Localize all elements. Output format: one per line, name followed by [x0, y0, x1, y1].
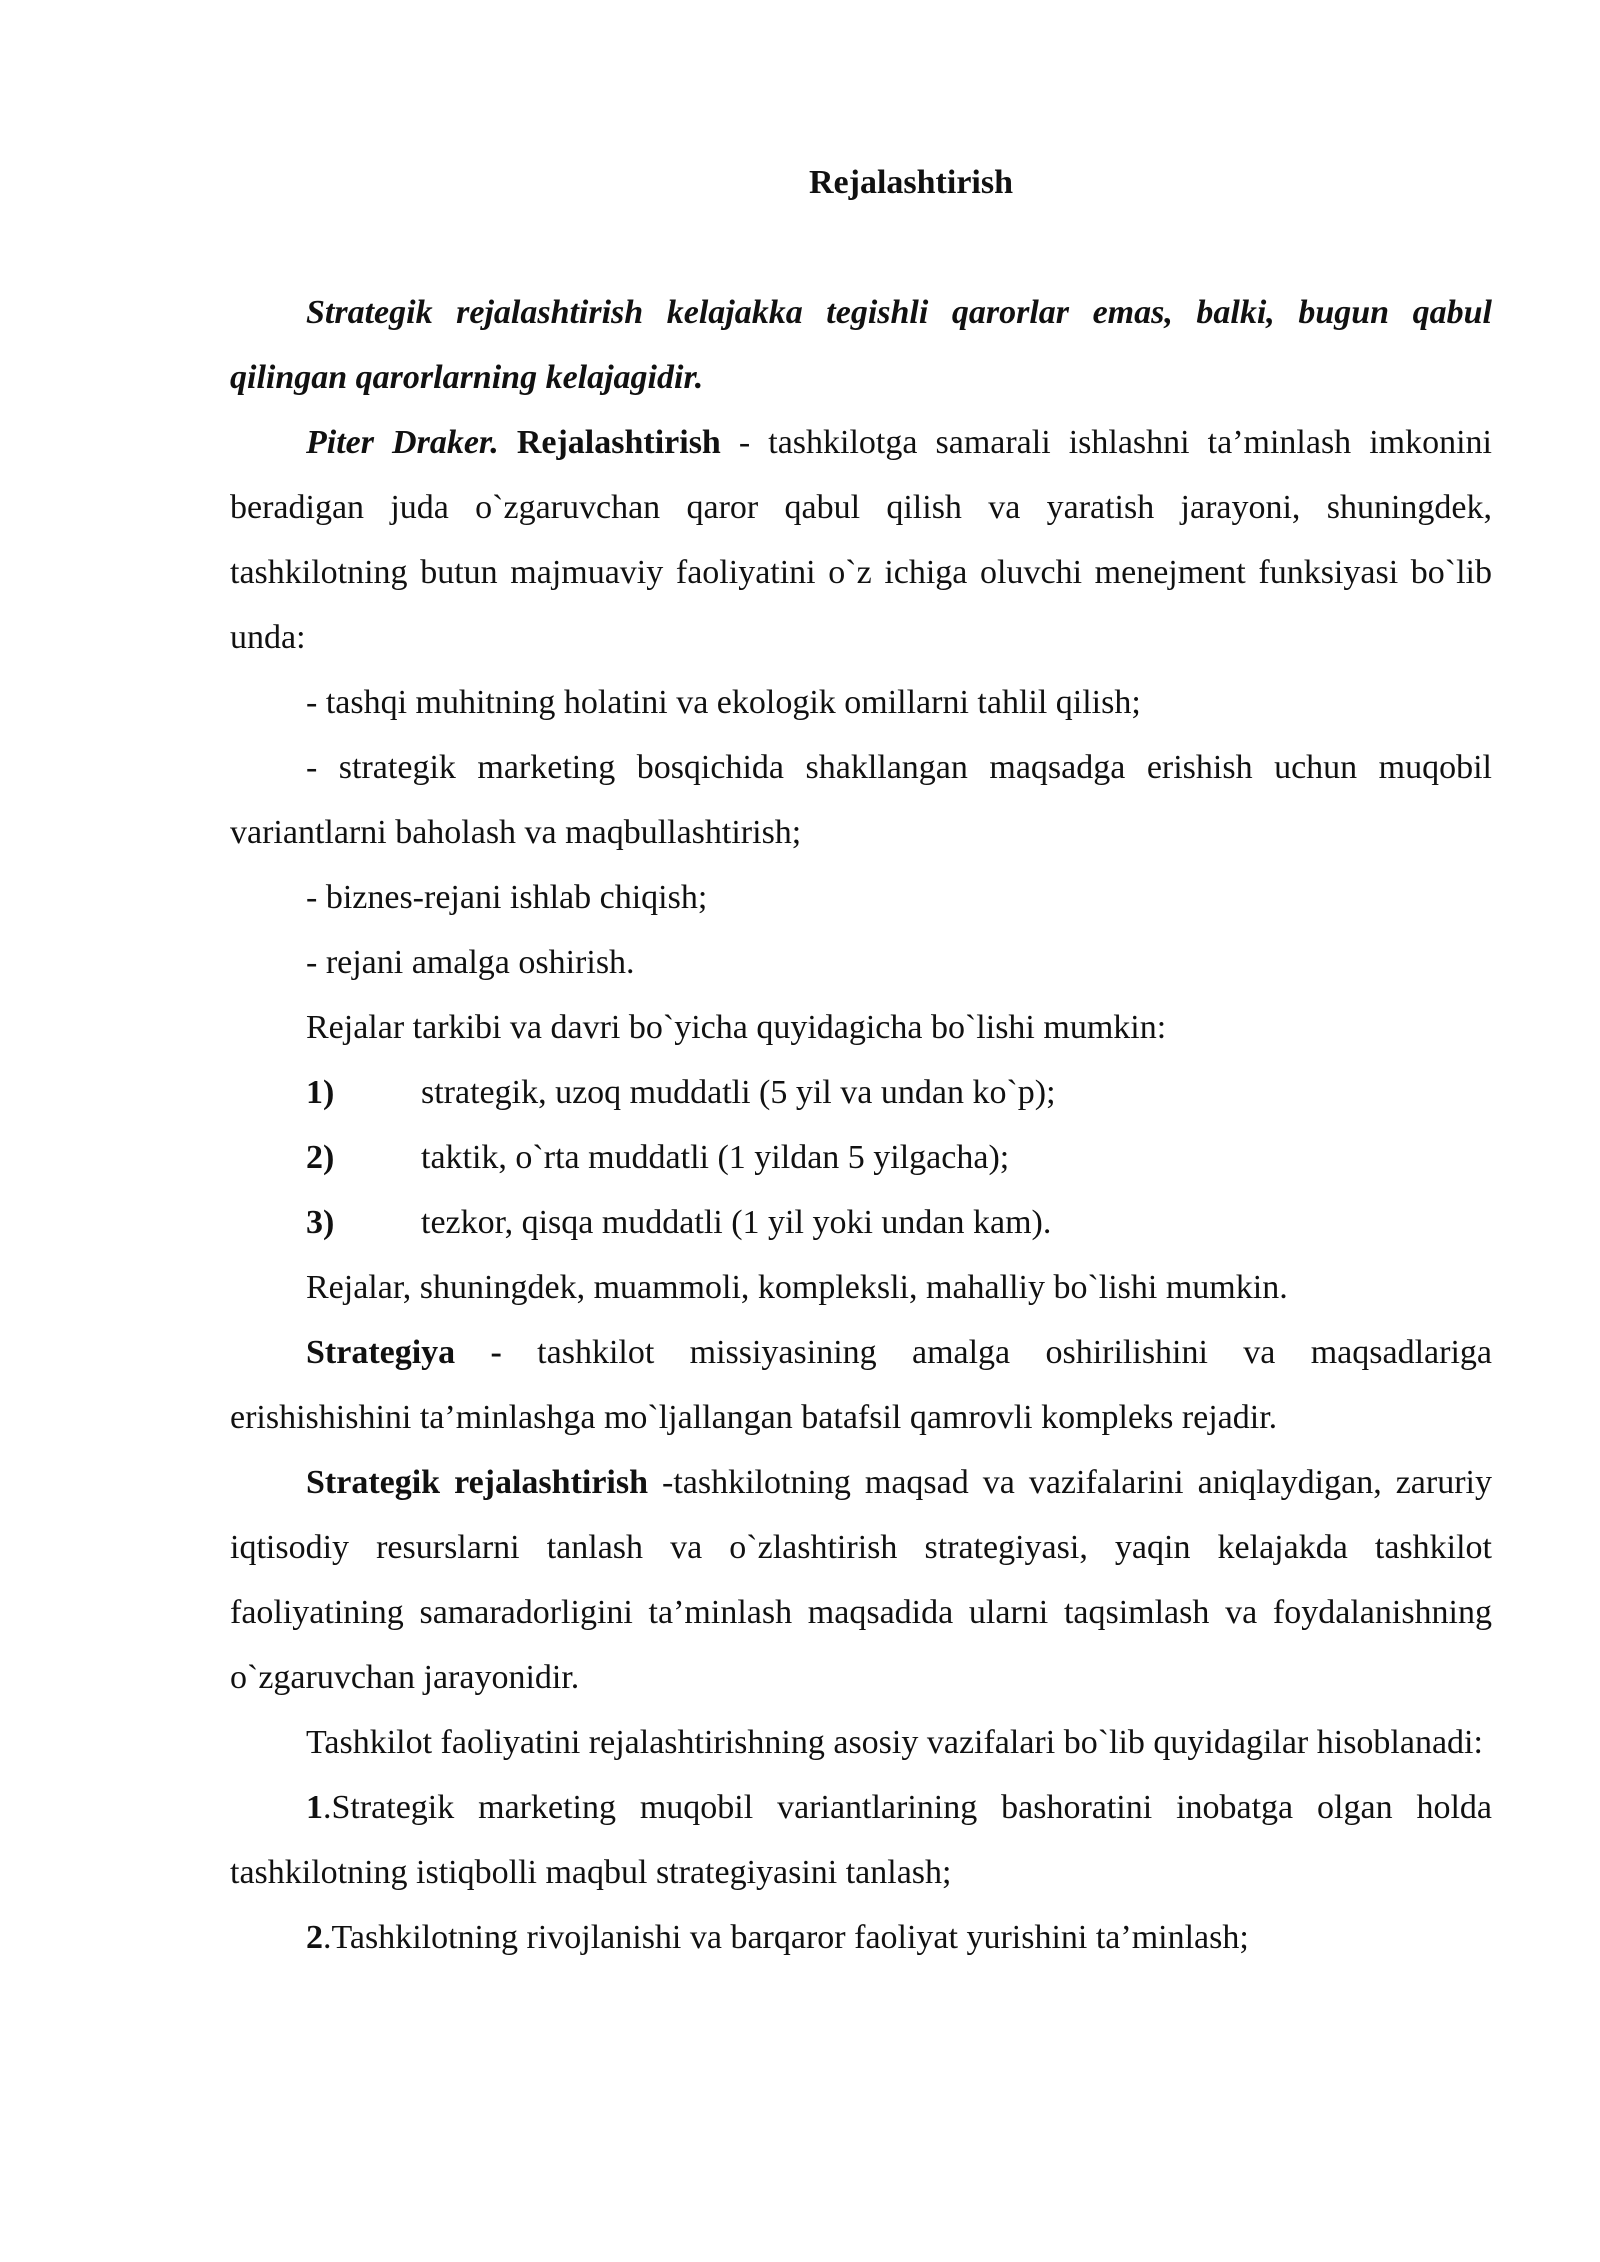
plan-item-number: 2)	[306, 1139, 335, 1176]
task-text: .Tashkilotning rivojlanishi va barqaror faoliyat yurishini ta’minlash;	[323, 1919, 1249, 1956]
plan-item-number: 3)	[306, 1204, 335, 1241]
plan-item-text: taktik, o`rta muddatli (1 yildan 5 yilgacha);	[421, 1139, 1010, 1176]
plan-item-text: strategik, uzoq muddatli (5 yil va undan ko`p);	[421, 1074, 1056, 1111]
strategy-text: tashkilot missiyasining amalga oshirilishini va maqsadlariga erishishishini ta’minlashga mo`ljallangan batafsil qamrovli kompleks rejadir.	[230, 1334, 1492, 1436]
plan-item-text: tezkor, qisqa muddatli (1 yil yoki undan kam).	[421, 1204, 1052, 1241]
plan-item-number: 1)	[306, 1074, 335, 1111]
task-text: .Strategik marketing muqobil variantlarining bashoratini inobatga olgan holda tashkilotning istiqbolli maqbul strategiyasini tanlash;	[230, 1789, 1492, 1891]
task-item	[230, 1775, 1492, 1905]
intro-term: Rejalashtirish	[516, 424, 721, 461]
intro-text: - tashkilotga samarali ishlashni ta’minlash imkonini beradigan juda o`zgaruvchan qaror qabul qilish va yaratish jarayoni, shuningdek, tashkilotning butun majmuaviy faoliyatini o`z ichiga oluvchi menejment funksiyasi bo`lib unda:	[230, 424, 1493, 656]
dash-item: - tashqi muhitning holatini va ekologik omillarni tahlil qilish;	[306, 684, 1141, 721]
intro-paragraph	[230, 410, 1492, 670]
document-page	[230, 150, 1492, 1970]
plan-intro: Rejalar tarkibi va davri bo`yicha quyidagicha bo`lishi mumkin:	[306, 1009, 1167, 1046]
strategy-term: Strategiya -	[306, 1334, 502, 1371]
epigraph: Strategik rejalashtirish kelajakka tegishli qarorlar emas, balki, bugun qabul qilingan qarorlarning kelajagidir.	[230, 294, 1492, 396]
task-number: 2	[306, 1919, 323, 1956]
plan-item	[306, 1060, 1492, 1125]
strategy-paragraph	[230, 1320, 1492, 1450]
dash-item: - strategik marketing bosqichida shakllangan maqsadga erishish uchun muqobil variantlarni baholash va maqbullashtirish;	[230, 749, 1492, 851]
tasks-intro: Tashkilot faoliyatini rejalashtirishning asosiy vazifalari bo`lib quyidagilar hisoblanadi:	[306, 1724, 1483, 1761]
task-item	[230, 1905, 1492, 1970]
plan-item	[306, 1125, 1492, 1190]
plan-outro: Rejalar, shuningdek, muammoli, kompleksli, mahalliy bo`lishi mumkin.	[306, 1269, 1288, 1306]
task-number: 1	[306, 1789, 323, 1826]
plan-item	[306, 1190, 1492, 1255]
dash-item: - biznes-rejani ishlab chiqish;	[306, 879, 708, 916]
strategic-planning-paragraph	[230, 1450, 1492, 1710]
intro-author: Piter Draker.	[306, 424, 499, 461]
dash-item: - rejani amalga oshirish.	[306, 944, 635, 981]
strategic-planning-term: Strategik rejalashtirish	[306, 1464, 649, 1501]
page-title: Rejalashtirish	[809, 164, 1013, 201]
strategic-planning-text: -tashkilotning maqsad va vazifalarini aniqlaydigan, zaruriy iqtisodiy resurslarni tanlash va o`zlashtirish strategiyasi, yaqin kelajakda tashkilot faoliyatining samaradorligini ta’minlash maqsadida ularni taqsimlash va foydalanishning o`zgaruvchan jarayonidir.	[230, 1464, 1492, 1696]
